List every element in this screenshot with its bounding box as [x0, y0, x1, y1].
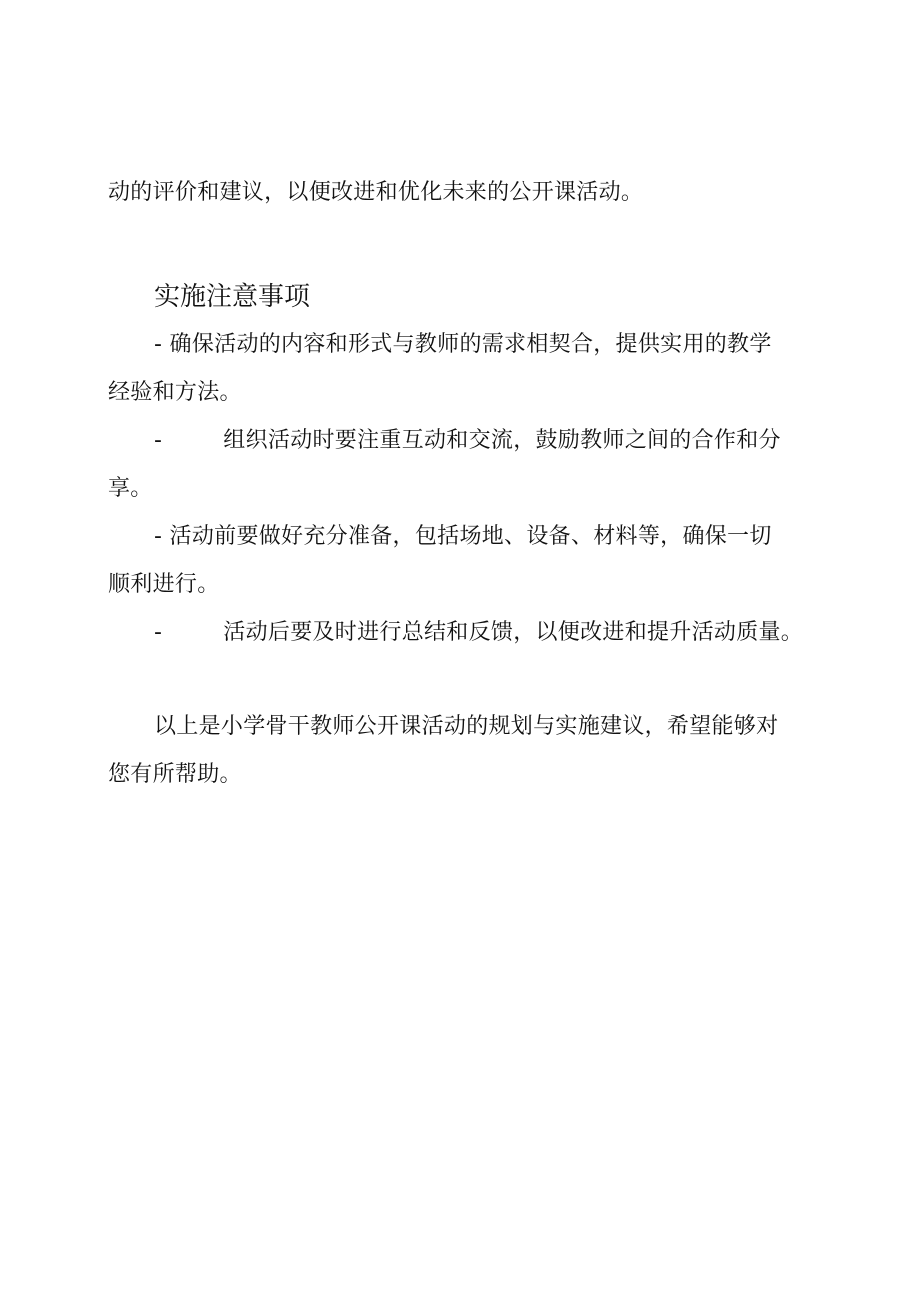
list-item-text: 确保活动的内容和形式与教师的需求相契合，提供实用的教学: [169, 332, 772, 357]
list-item-text: 组织活动时要注重互动和交流，鼓励教师之间的合作和分: [223, 428, 781, 453]
conclusion-line2: 您有所帮助。: [108, 762, 242, 787]
list-item-2-line2: 享。: [108, 476, 153, 501]
section-title: 实施注意事项: [154, 282, 311, 312]
list-item-dash: -: [154, 332, 163, 357]
list-item-3-line1: [154, 522, 772, 552]
list-item-dash: -: [154, 428, 163, 453]
list-item-2-line1: [154, 426, 781, 456]
list-item-text: 活动后要及时进行总结和反馈，以便改进和提升活动质量。: [223, 620, 804, 645]
list-item-dash: -: [154, 620, 163, 645]
list-item-dash: -: [154, 524, 163, 549]
list-item-4-line1: [154, 618, 803, 648]
list-item-1-line2: 经验和方法。: [108, 380, 242, 405]
list-item-3-line2: 顺利进行。: [108, 572, 220, 597]
conclusion-line1: 以上是小学骨干教师公开课活动的规划与实施建议，希望能够对: [154, 714, 779, 739]
list-item-1-line1: [154, 330, 772, 360]
list-item-text: 活动前要做好充分准备，包括场地、设备、材料等，确保一切: [169, 524, 772, 549]
continuation-text: 动的评价和建议，以便改进和优化未来的公开课活动。: [108, 180, 644, 205]
